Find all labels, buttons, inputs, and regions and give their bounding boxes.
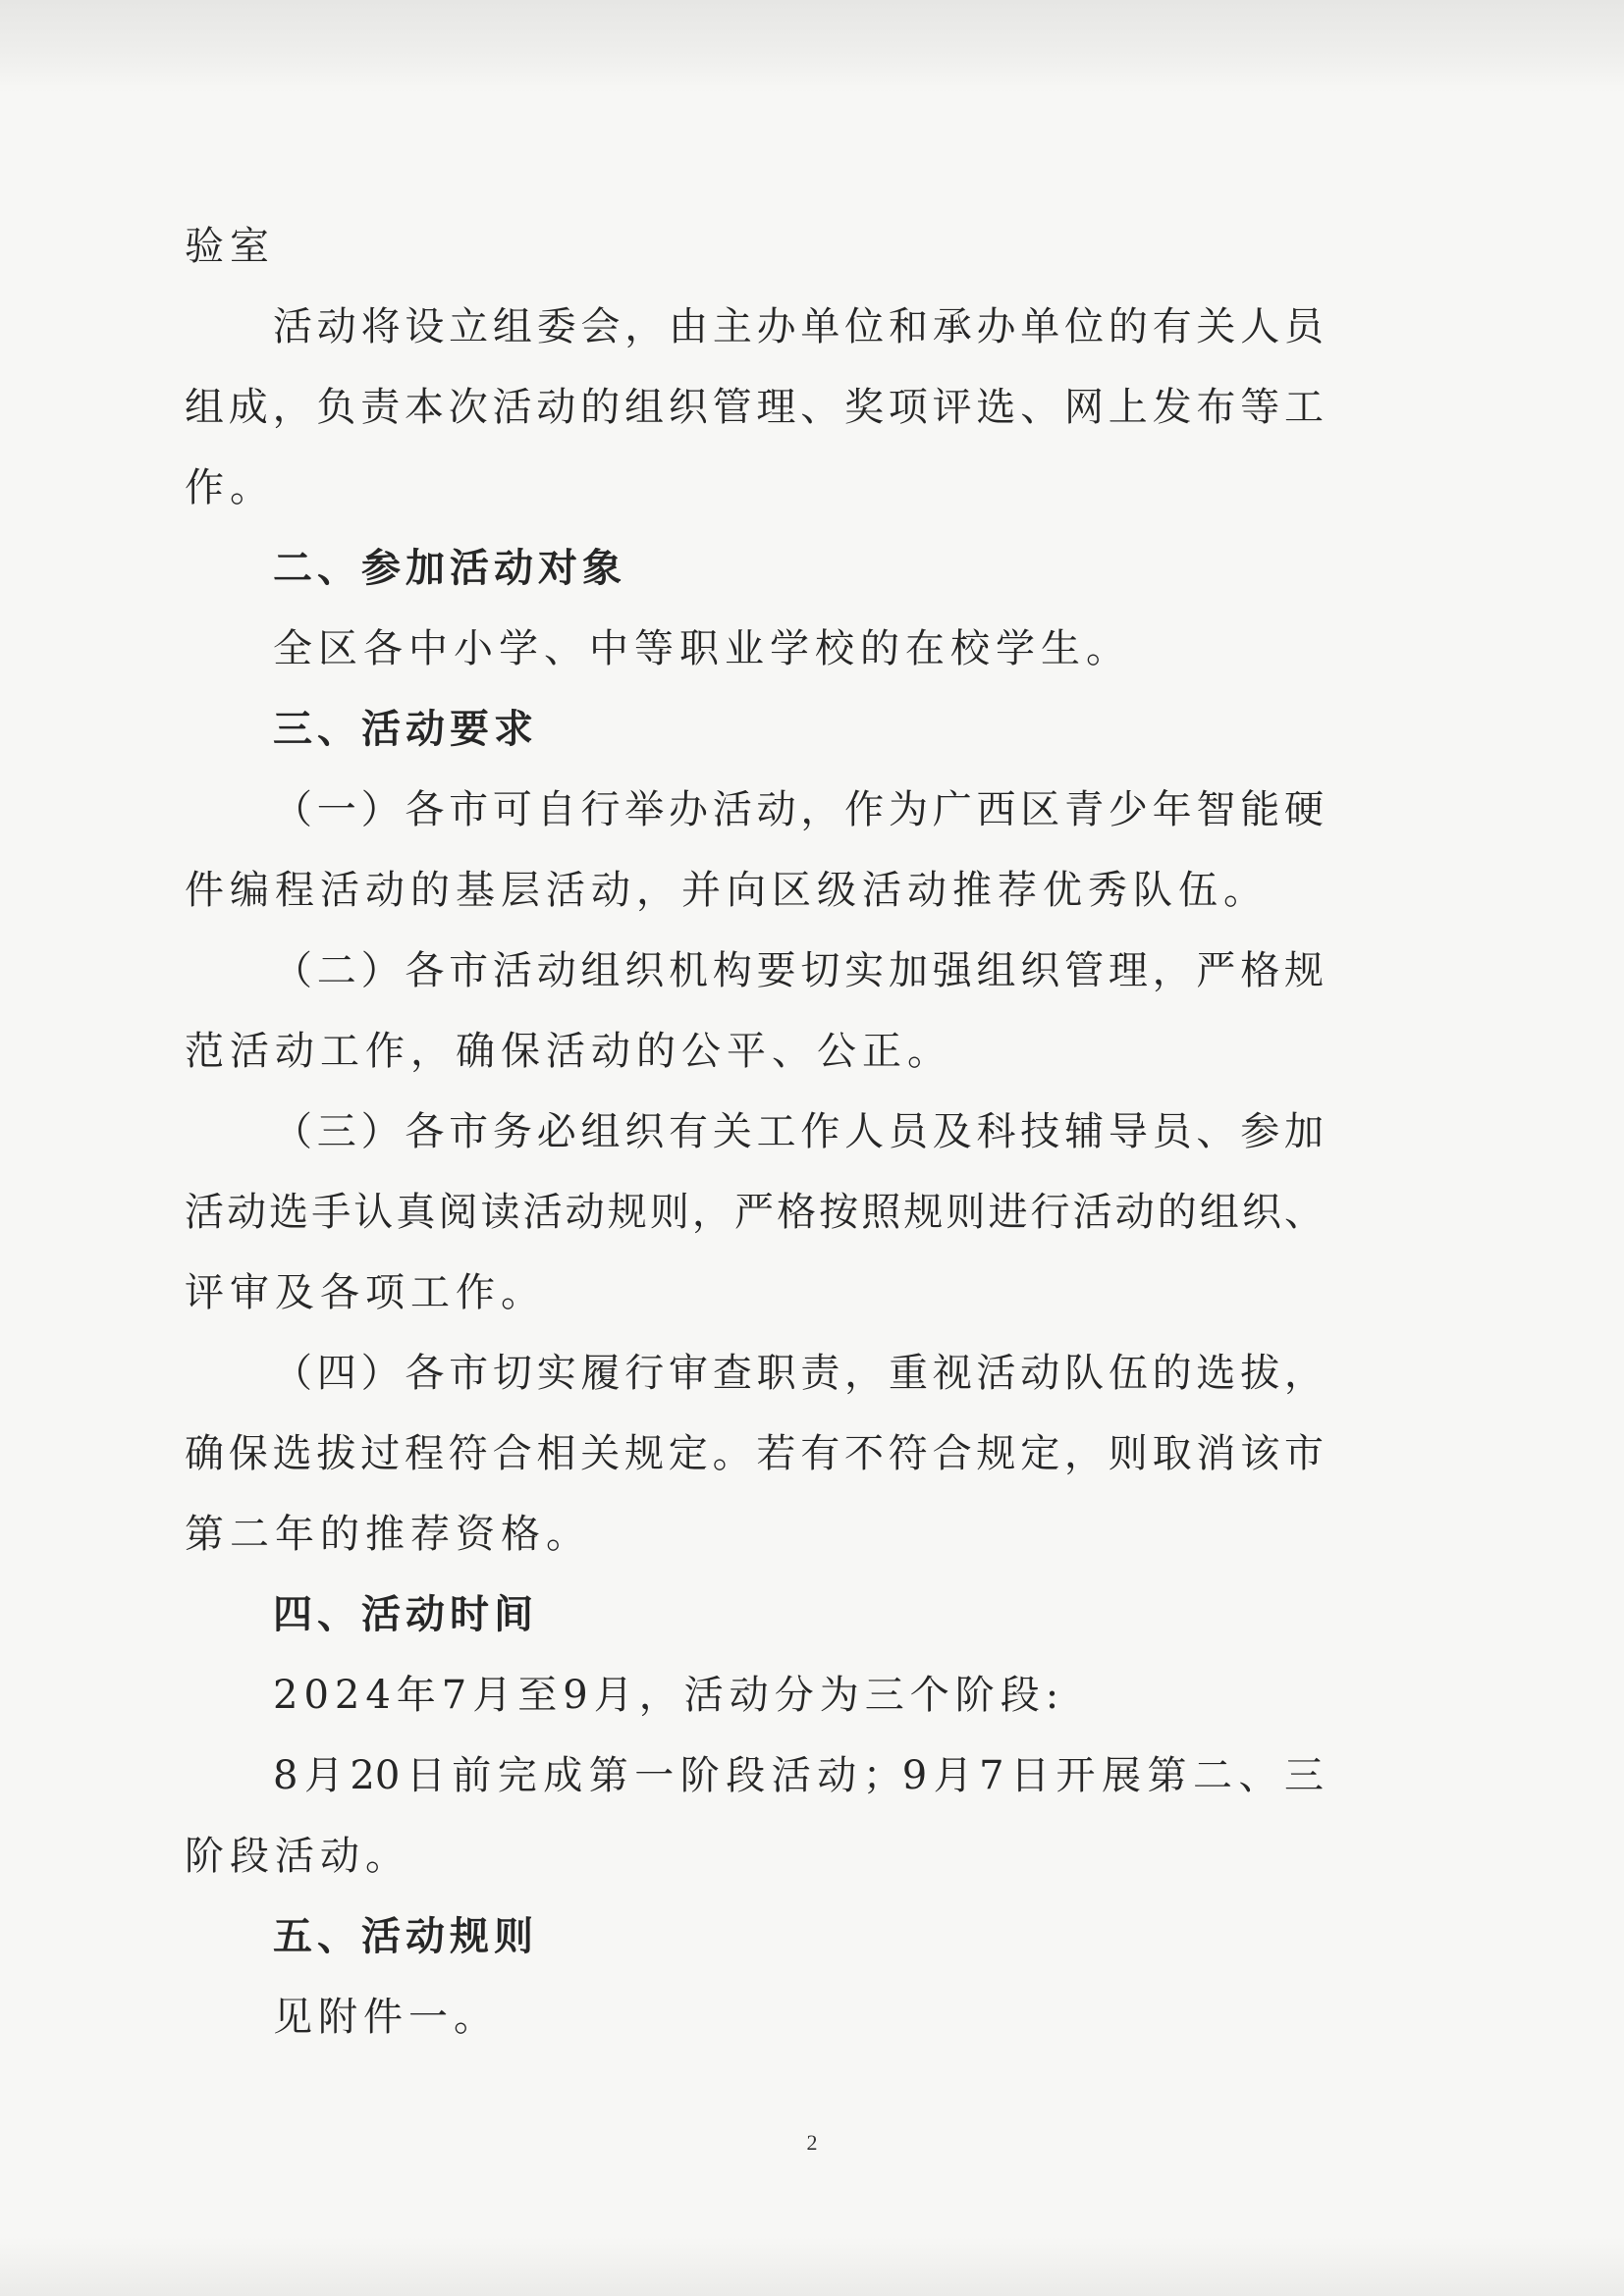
paragraph-line: 作。 — [185, 465, 275, 510]
paragraph-line: 活动将设立组委会，由主办单位和承办单位的有关人员 — [273, 304, 1324, 349]
paragraph-line: 范活动工作，确保活动的公平、公正。 — [185, 1029, 952, 1074]
paragraph-line: 8月20日前完成第一阶段活动；9月7日开展第二、三 — [273, 1753, 1324, 1798]
paragraph-line: 组成，负责本次活动的组织管理、奖项评选、网上发布等工 — [185, 385, 1324, 430]
paragraph-line: 评审及各项工作。 — [185, 1270, 546, 1315]
paragraph-line: 2024年7月至9月，活动分为三个阶段: — [273, 1673, 1065, 1718]
paragraph-line: （一）各市可自行举办活动，作为广西区青少年智能硬 — [273, 787, 1324, 832]
scan-shadow-top — [0, 0, 1624, 93]
paragraph-line: （二）各市活动组织机构要切实加强组织管理，严格规 — [273, 948, 1324, 993]
document-body — [185, 206, 1324, 2057]
paragraph-line: 验室 — [185, 224, 275, 269]
section-heading: 二、参加活动对象 — [273, 545, 626, 591]
paragraph-line: 件编程活动的基层活动，并向区级活动推荐优秀队伍。 — [185, 868, 1269, 913]
paragraph-line: 阶段活动。 — [185, 1834, 410, 1879]
paragraph-line: 见附件一。 — [273, 1995, 499, 2040]
paragraph-line: 活动选手认真阅读活动规则，严格按照规则进行活动的组织、 — [185, 1190, 1324, 1235]
section-heading: 四、活动时间 — [273, 1591, 538, 1637]
section-heading: 三、活动要求 — [273, 706, 538, 752]
paragraph-line: 第二年的推荐资格。 — [185, 1512, 591, 1557]
page-number: 2 — [806, 2130, 818, 2155]
paragraph-line: （四）各市切实履行审查职责，重视活动队伍的选拔， — [273, 1351, 1324, 1396]
paragraph-line: （三）各市务必组织有关工作人员及科技辅导员、参加 — [273, 1109, 1324, 1154]
scan-shadow-bottom — [0, 2237, 1624, 2296]
paragraph-line: 确保选拔过程符合相关规定。若有不符合规定，则取消该市 — [185, 1431, 1324, 1476]
section-heading: 五、活动规则 — [273, 1913, 538, 1959]
paragraph-line: 全区各中小学、中等职业学校的在校学生。 — [273, 626, 1131, 671]
